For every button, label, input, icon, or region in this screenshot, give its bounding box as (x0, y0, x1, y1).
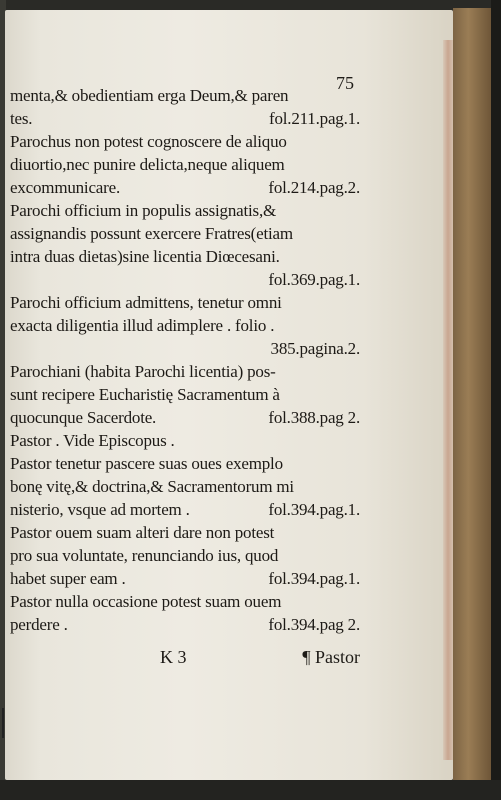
line-text: tes. (10, 109, 33, 128)
folio-reference: fol.211.pag.1. (269, 109, 360, 128)
text-line (10, 613, 360, 636)
line-text: pro sua voluntate, renunciando ius, quod (10, 546, 279, 565)
text-line (10, 291, 360, 314)
line-text: exacta diligentia illud adimplere . folio . (10, 316, 275, 335)
line-text: quocunque Sacerdote. (10, 408, 157, 427)
text-line (10, 360, 360, 383)
line-text: Pastor tenetur pascere suas oues exemplo (10, 454, 283, 473)
line-text: intra duas dietas)sine licentia Diœcesani. (10, 247, 280, 266)
line-text: Parochus non potest cognoscere de aliquo (10, 132, 287, 151)
text-line (10, 590, 360, 613)
line-text: perdere . (10, 615, 68, 634)
text-line (10, 130, 360, 153)
folio-reference: 385.pagina.2. (270, 339, 360, 358)
index-text-block (10, 84, 360, 636)
folio-reference: fol.394.pag.1. (268, 500, 360, 519)
folio-reference: fol.394.pag 2. (268, 615, 360, 634)
catchword: ¶ Pastor (302, 647, 360, 667)
line-text: assignandis possunt exercere Fratres(etiam (10, 224, 293, 243)
line-text: bonę vitę,& doctrina,& Sacramentorum mi (10, 477, 294, 496)
crop-mark (2, 708, 4, 738)
text-line (10, 383, 360, 406)
text-line (10, 268, 360, 291)
line-text: Pastor nulla occasione potest suam ouem (10, 592, 282, 611)
line-text: nisterio, vsque ad mortem . (10, 500, 190, 519)
text-line (10, 337, 360, 360)
folio-reference: fol.369.pag.1. (268, 270, 360, 289)
text-line (10, 84, 360, 107)
text-line (10, 245, 360, 268)
line-text: Parochi officium in populis assignatis,& (10, 201, 277, 220)
text-line (10, 176, 360, 199)
line-text: Parochi officium admittens, tenetur omni (10, 293, 282, 312)
text-line (10, 429, 360, 452)
text-line (10, 199, 360, 222)
line-text: habet super eam . (10, 569, 126, 588)
text-line (10, 544, 360, 567)
scanner-bed-bottom (0, 780, 501, 800)
text-line (10, 314, 360, 337)
text-line (10, 153, 360, 176)
book-cover-board (453, 8, 491, 788)
line-text: excommunicare. (10, 178, 121, 197)
text-line (10, 452, 360, 475)
folio-reference: fol.394.pag.1. (268, 569, 360, 588)
text-line (10, 498, 360, 521)
text-line (10, 475, 360, 498)
text-line (10, 521, 360, 544)
line-text: Pastor . Vide Episcopus . (10, 431, 175, 450)
text-line (10, 567, 360, 590)
line-text: sunt recipere Eucharistię Sacramentum à (10, 385, 280, 404)
line-text: Parochiani (habita Parochi licentia) pos- (10, 362, 276, 381)
text-line (10, 107, 360, 130)
signature-mark: K 3 (160, 647, 187, 667)
text-line (10, 406, 360, 429)
line-text: Pastor ouem suam alteri dare non potest (10, 523, 275, 542)
page-footer (10, 647, 360, 673)
folio-reference: fol.214.pag.2. (268, 178, 360, 197)
line-text: menta,& obedientiam erga Deum,& paren (10, 86, 289, 105)
page-fore-edge (443, 40, 453, 760)
text-line (10, 222, 360, 245)
folio-number: 75 (336, 73, 354, 93)
scanner-bed-right (491, 0, 501, 800)
folio-reference: fol.388.pag 2. (268, 408, 360, 427)
line-text: diuortio,nec punire delicta,neque aliquem (10, 155, 285, 174)
